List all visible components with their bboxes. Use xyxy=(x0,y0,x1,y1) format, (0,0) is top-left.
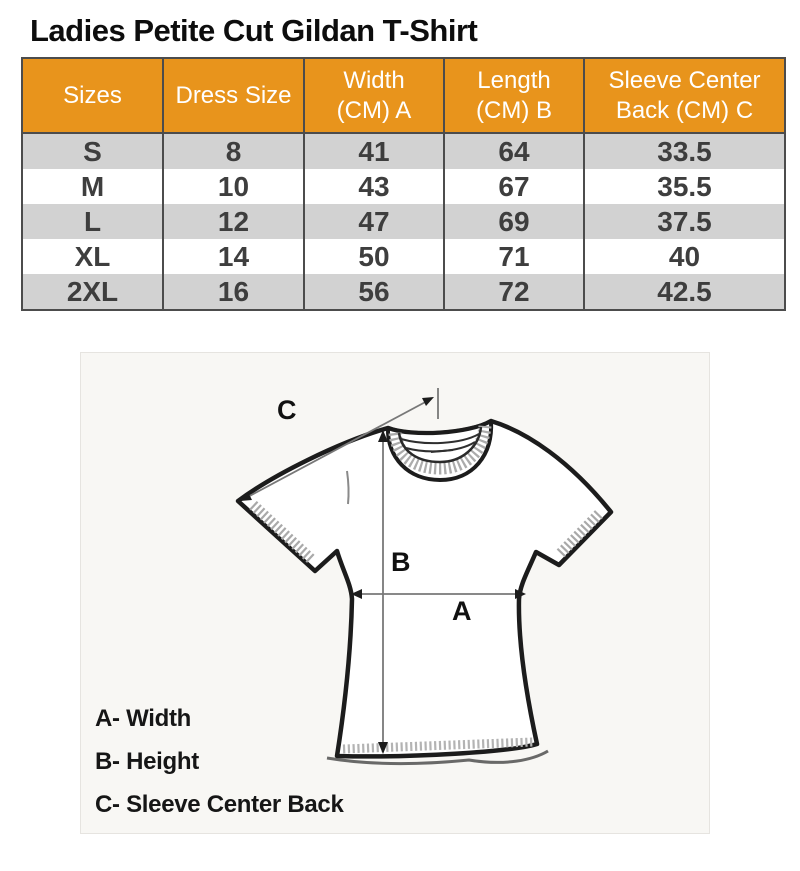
column-header-dress-size xyxy=(163,58,304,133)
dress-size-cell: 16 xyxy=(163,274,304,310)
sleeve-cell: 42.5 xyxy=(584,274,785,310)
header-line: (CM) B xyxy=(476,96,552,124)
table-row xyxy=(22,274,785,310)
table-header-row xyxy=(22,58,785,133)
length-cell: 67 xyxy=(444,169,584,204)
width-cell: 41 xyxy=(304,133,444,169)
width-cell: 43 xyxy=(304,169,444,204)
legend-item-width: A- Width xyxy=(95,705,192,732)
size-cell: M xyxy=(22,169,163,204)
length-cell: 72 xyxy=(444,274,584,310)
dress-size-cell: 14 xyxy=(163,239,304,274)
sleeve-cell: 40 xyxy=(584,239,785,274)
sleeve-cell: 33.5 xyxy=(584,133,785,169)
table-row xyxy=(22,204,785,239)
header-line: Back (CM) C xyxy=(615,96,754,124)
size-cell: L xyxy=(22,204,163,239)
legend-item-height: B- Height xyxy=(95,748,199,775)
width-cell: 50 xyxy=(304,239,444,274)
header-line: Dress Size xyxy=(175,81,292,109)
diagram-legend xyxy=(95,697,344,826)
dress-size-cell: 10 xyxy=(163,169,304,204)
header-line: Length xyxy=(477,66,551,94)
measure-label-a: A xyxy=(452,596,472,626)
table-row xyxy=(22,239,785,274)
measure-label-b: B xyxy=(391,547,411,577)
header-line: Sleeve Center xyxy=(608,66,761,94)
legend-item-sleeve: C- Sleeve Center Back xyxy=(95,791,344,818)
size-cell: S xyxy=(22,133,163,169)
sleeve-cell: 37.5 xyxy=(584,204,785,239)
header-line: Sizes xyxy=(63,81,122,109)
table-row xyxy=(22,133,785,169)
size-chart-table xyxy=(21,57,786,311)
table-row xyxy=(22,169,785,204)
page-title: Ladies Petite Cut Gildan T-Shirt xyxy=(30,13,478,48)
dress-size-cell: 12 xyxy=(163,204,304,239)
size-cell: XL xyxy=(22,239,163,274)
measure-label-c: C xyxy=(277,395,297,425)
length-cell: 69 xyxy=(444,204,584,239)
column-header-width xyxy=(304,58,444,133)
column-header-sleeve xyxy=(584,58,785,133)
size-cell: 2XL xyxy=(22,274,163,310)
header-line: Width xyxy=(343,66,405,94)
dress-size-cell: 8 xyxy=(163,133,304,169)
length-cell: 64 xyxy=(444,133,584,169)
length-cell: 71 xyxy=(444,239,584,274)
width-cell: 47 xyxy=(304,204,444,239)
column-header-length xyxy=(444,58,584,133)
width-cell: 56 xyxy=(304,274,444,310)
column-header-sizes xyxy=(22,58,163,133)
sleeve-cell: 35.5 xyxy=(584,169,785,204)
measurement-diagram-panel xyxy=(80,352,710,834)
header-line: (CM) A xyxy=(336,96,412,124)
